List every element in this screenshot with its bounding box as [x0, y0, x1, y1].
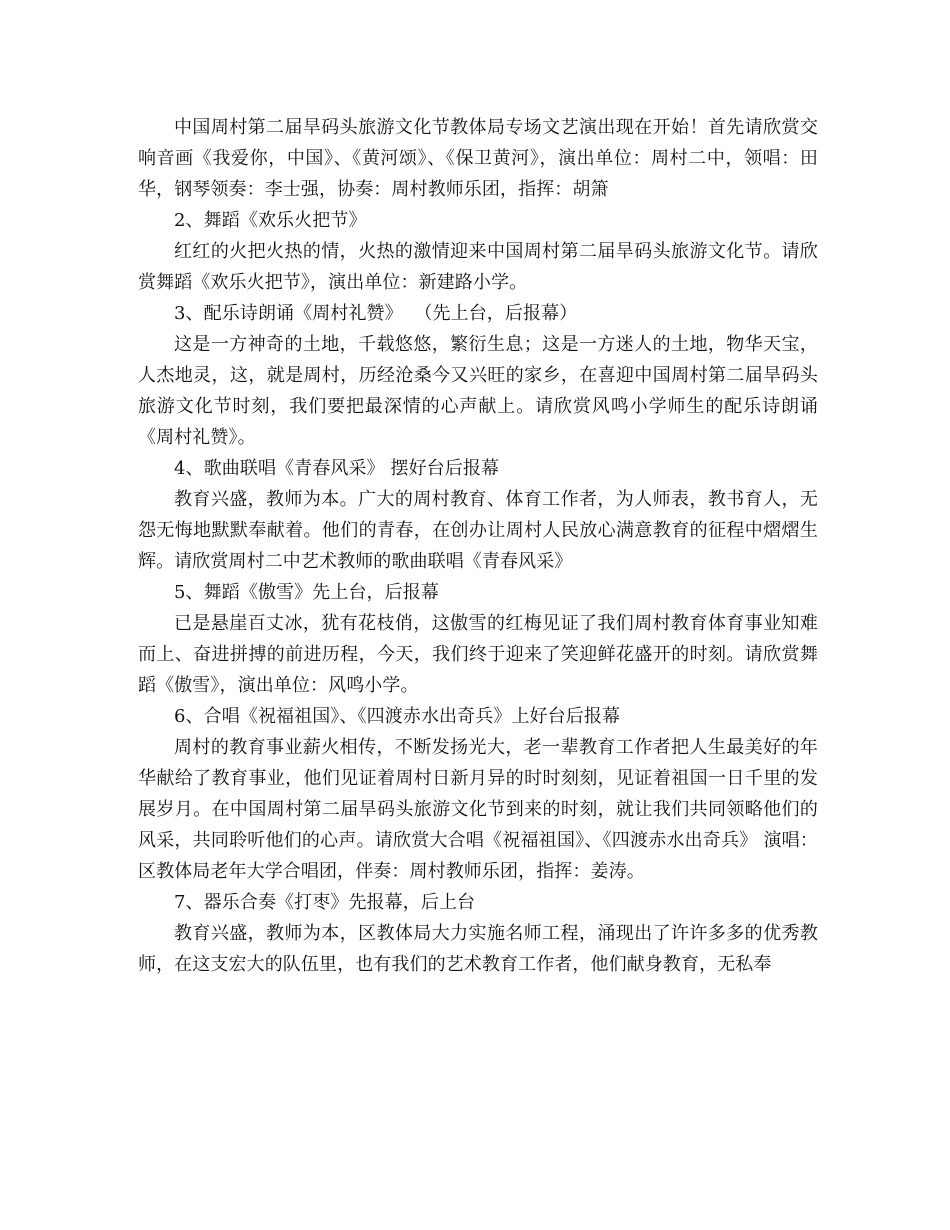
paragraph-intro: 中国周村第二届旱码头旅游文化节教体局专场文艺演出现在开始！首先请欣赏交响音画《我爱你，中国》、《黄河颂》、《保卫黄河》，演出单位：周村二中，领唱：田华，钢琴领奏：李士强，协奏：周村教师乐团，指挥：胡箫	[138, 117, 818, 200]
program-heading-7: 7、器乐合奏《打枣》先报幕，后上台	[174, 892, 476, 913]
paragraph-program-5: 已是悬崖百丈冰，犹有花枝俏，这傲雪的红梅见证了我们周村教育体育事业知难而上、奋进拼搏的前进历程，今天，我们终于迎来了笑迎鲜花盛开的时刻。请欣赏舞蹈《傲雪》，演出单位：风鸣小学。	[138, 613, 818, 696]
program-heading-2: 2、舞蹈《欢乐火把节》	[174, 210, 367, 231]
paragraph-program-6: 周村的教育事业薪火相传，不断发扬光大，老一辈教育工作者把人生最美好的年华献给了教育事业，他们见证着周村日新月异的时时刻刻，见证着祖国一日千里的发展岁月。在中国周村第二届旱码头旅游文化节到来的时刻，就让我们共同领略他们的风采，共同聆听他们的心声。请欣赏大合唱《祝福祖国》、《四渡赤水出奇兵》 演唱：区教体局老年大学合唱团，伴奏：周村教师乐团，指挥：姜涛。	[138, 737, 818, 882]
paragraph-program-2: 红红的火把火热的情，火热的激情迎来中国周村第二届旱码头旅游文化节。请欣赏舞蹈《欢乐火把节》，演出单位：新建路小学。	[138, 241, 818, 293]
paragraph-program-4: 教育兴盛，教师为本。广大的周村教育、体育工作者，为人师表，教书育人，无怨无悔地默默奉献着。他们的青春，在创办让周村人民放心满意教育的征程中熠熠生辉。请欣赏周村二中艺术教师的歌曲联唱《青春风采》	[138, 489, 818, 572]
program-heading-4: 4、歌曲联唱《青春风采》 摆好台后报幕	[174, 458, 500, 479]
paragraph-program-7: 教育兴盛，教师为本，区教体局大力实施名师工程，涌现出了许许多多的优秀教师，在这支宏大的队伍里，也有我们的艺术教育工作者，他们献身教育，无私奉	[138, 923, 818, 975]
document-body	[138, 112, 818, 980]
program-heading-6: 6、合唱《祝福祖国》、《四渡赤水出奇兵》上好台后报幕	[174, 706, 621, 727]
program-heading-3: 3、配乐诗朗诵《周村礼赞》 （先上台，后报幕）	[174, 303, 578, 324]
program-heading-5: 5、舞蹈《傲雪》先上台，后报幕	[174, 582, 439, 603]
paragraph-program-3: 这是一方神奇的土地，千载悠悠，繁衍生息；这是一方迷人的土地，物华天宝，人杰地灵，这，就是周村，历经沧桑今又兴旺的家乡，在喜迎中国周村第二届旱码头旅游文化节时刻，我们要把最深情的心声献上。请欣赏风鸣小学师生的配乐诗朗诵《周村礼赞》。	[138, 334, 818, 448]
